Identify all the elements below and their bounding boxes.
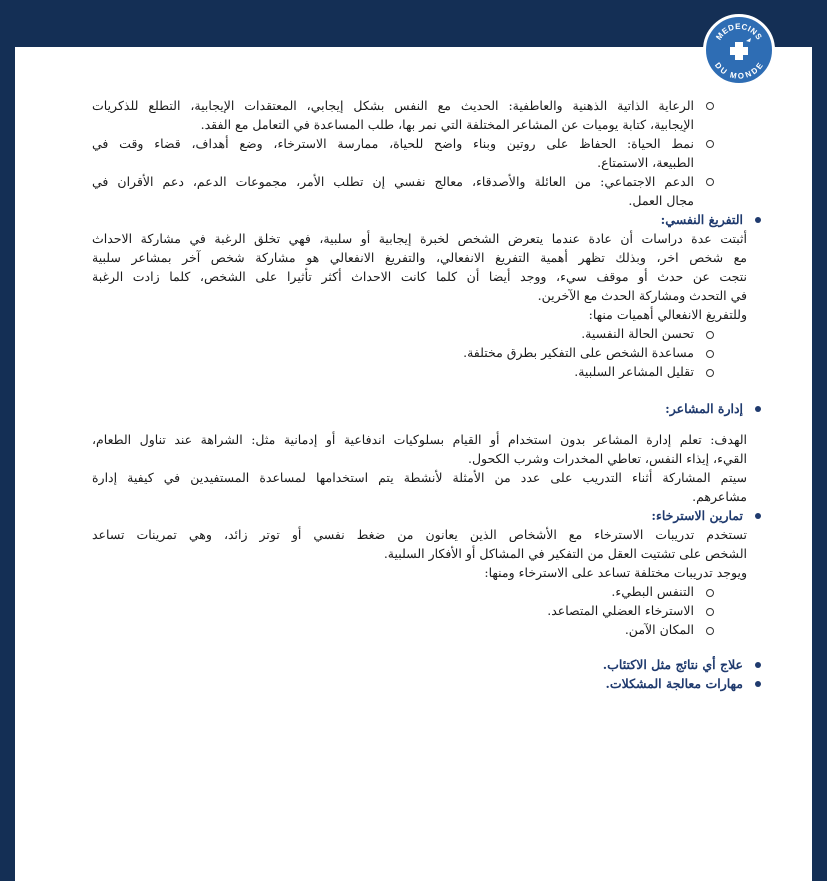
section-emotion-management: إدارة المشاعر: الهدف: تعلم إدارة المشاعر بدون استخدام أو القيام بسلوكيات اندفاعية أو إدمانية مثل: الشراهة عند تناول الطعام، القيء، إيذاء النفس، تعاطي المخدرات وشرب الكحول. سيتم المشاركة أثناء التدريب على عدد من الأمثلة لأنشطة يتم استخدامها لمساعدة المستفيدين في كيفية إدارة مشاعرهم. — [92, 399, 747, 506]
list-item: تحسن الحالة النفسية. — [92, 324, 712, 343]
circle-bullet-icon — [706, 608, 714, 616]
bullet-icon — [755, 513, 761, 519]
circle-bullet-icon — [706, 178, 714, 186]
circle-bullet-icon — [706, 102, 714, 110]
bullet-icon — [755, 681, 761, 687]
circle-bullet-icon — [706, 589, 714, 597]
list-item: الدعم الاجتماعي: من العائلة والأصدقاء، معالج نفسي إن تطلب الأمر، مجموعات الدعم، دعم الأقران في مجال العمل. — [92, 172, 712, 210]
dove-cross-icon — [730, 38, 751, 60]
final-list — [92, 655, 747, 693]
header-bar — [0, 0, 827, 47]
list-item: التنفس البطيء. — [92, 582, 712, 601]
section-heading: تمارين الاسترخاء: — [92, 506, 747, 525]
left-border — [0, 47, 15, 881]
circle-bullet-icon — [706, 627, 714, 635]
list-item: مساعدة الشخص على التفكير بطرق مختلفة. — [92, 343, 712, 362]
circle-bullet-icon — [706, 369, 714, 377]
list-item: نمط الحياة: الحفاظ على روتين وبناء واضح للحياة، ممارسة الاسترخاء، وضع أهداف، قضاء وقت في الطبيعة، الاستمتاع. — [92, 134, 712, 172]
list-item: المكان الآمن. — [92, 620, 712, 639]
list-item: مهارات معالجة المشكلات. — [92, 674, 747, 693]
section-heading: التفريغ النفسي: — [92, 210, 747, 229]
section-venting: التفريغ النفسي: أثبتت عدة دراسات أن عادة عندما يتعرض الشخص لخبرة إيجابية أو سلبية، فهي تخلق الرغبة في مشاركة الاحداث مع شخص اخر، وبذلك تظهر أهمية التفريغ الانفعالي، والتفريغ الانفعالي هو مشاركة شخص آخر بمشاعر سلبية نتجت عن حدث أو موقف سيء، ووجد أيضا أن كلما كانت الاحداث أكثر تأثيرا على الشخص، كلما زادت الرغبة في التحدث ومشاركة الحدث مع الآخرين. وللتفريغ الانفعالي أهميات منها: تحسن الحالة النفسية. مساعدة الشخص على التفكير بطرق مختلفة. تقليل المشاعر السلبية. — [92, 210, 747, 381]
intro-list — [92, 96, 712, 210]
svg-text:MEDECINS — [714, 22, 764, 42]
circle-bullet-icon — [706, 350, 714, 358]
section-heading: إدارة المشاعر: — [92, 399, 747, 418]
section-relaxation: تمارين الاسترخاء: تستخدم تدريبات الاسترخاء مع الأشخاص الذين يعانون من ضغط نفسي أو توتر زائد، وهي تمرينات تساعد الشخص على تشتيت العقل من التفكير في المشاكل أو الأفكار السلبية. ويوجد تدريبات مختلفة تساعد على الاسترخاء ومنها: التنفس البطيء. الاسترخاء العضلي المتصاعد. المكان الآمن. — [92, 506, 747, 639]
bullet-icon — [755, 217, 761, 223]
document-content — [92, 96, 747, 693]
list-item: الرعاية الذاتية الذهنية والعاطفية: الحديث مع النفس بشكل إيجابي، المعتقدات الإيجابية، التطلع للذكريات الإيجابية، كتابة يوميات عن المشاعر المختلفة التي نمر بها، طلب المساعدة في التعامل مع الفقد. — [92, 96, 712, 134]
list-item: تقليل المشاعر السلبية. — [92, 362, 712, 381]
logo-text-bottom: DU MONDE — [712, 60, 766, 81]
bullet-icon — [755, 662, 761, 668]
circle-bullet-icon — [706, 331, 714, 339]
bullet-icon — [755, 406, 761, 412]
svg-text:DU MONDE — [713, 61, 765, 81]
list-item: علاج أي نتائج مثل الاكتئاب. — [92, 655, 747, 674]
circle-bullet-icon — [706, 140, 714, 148]
medecins-du-monde-logo — [703, 14, 775, 86]
right-border — [812, 47, 827, 881]
logo-text-top: MEDECINS — [714, 21, 764, 42]
list-item: الاسترخاء العضلي المتصاعد. — [92, 601, 712, 620]
